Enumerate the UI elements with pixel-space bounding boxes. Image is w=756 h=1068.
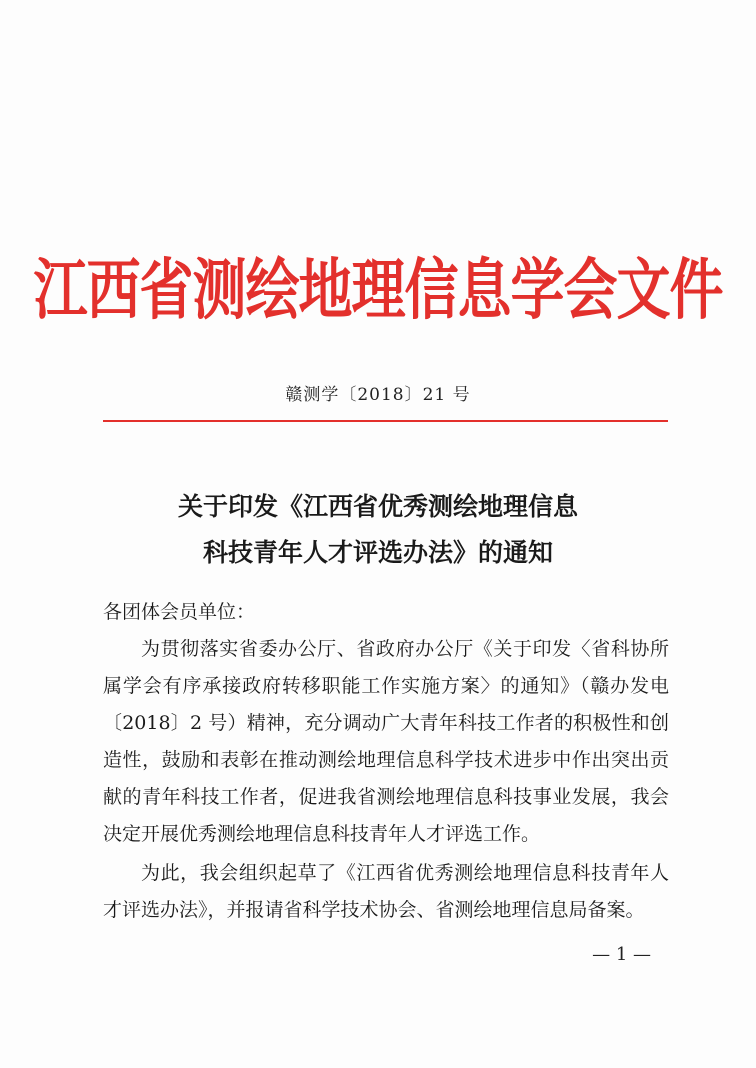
red-divider [103, 420, 668, 422]
body-paragraph-1: 为贯彻落实省委办公厅、省政府办公厅《关于印发〈省科协所属学会有序承接政府转移职能工作实施方案〉的通知》（赣办发电〔2018〕2 号）精神，充分调动广大青年科技工作者的积极性和创造性，鼓励和表彰在推动测绘地理信息科学技术进步中作出突出贡献的青年科技工作者，促进我省测绘地理信息科技事业发展，我会决定开展优秀测绘地理信息科技青年人才评选工作。 [103, 638, 669, 845]
salutation: 各团体会员单位： [103, 601, 256, 623]
notice-title-line-1: 关于印发《江西省优秀测绘地理信息 [177, 492, 578, 521]
document-number: 赣测学〔2018〕21 号 [285, 385, 471, 405]
body-paragraph-2: 为此，我会组织起草了《江西省优秀测绘地理信息科技青年人才评选办法》，并报请省科学技术协会、省测绘地理信息局备案。 [103, 862, 669, 921]
document-header-title: 江西省测绘地理信息学会文件 [33, 251, 723, 329]
page-number: — 1 — [592, 944, 651, 965]
notice-title [0, 484, 756, 576]
notice-body [103, 594, 669, 929]
notice-title-line-2: 科技青年人才评选办法》的通知 [202, 538, 553, 567]
